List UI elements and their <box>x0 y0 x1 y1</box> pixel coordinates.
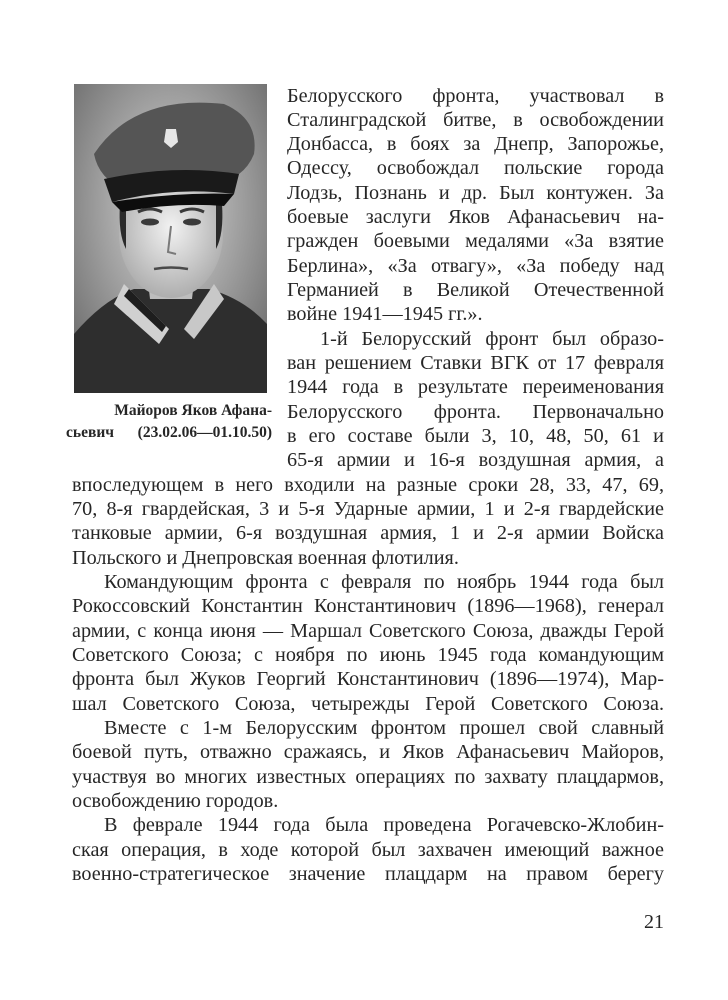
caption-line-2: сьевич (23.02.06—01.10.50) <box>66 424 272 441</box>
text-line: шал Советского Союза, четырежды Герой Советского Союза. <box>72 693 664 715</box>
portrait-image <box>74 84 267 393</box>
text-line: Германией в Великой Отечественной <box>287 279 664 301</box>
photo-caption <box>66 400 272 444</box>
text-line: Лодзь, Познань и др. Был контужен. За <box>287 182 664 204</box>
text-line: ван решением Ставки ВГК от 17 февраля <box>287 352 664 374</box>
text-line: 1-й Белорусский фронт был образо- <box>320 328 664 350</box>
text-line: впоследующем в него входили на разные сроки 28, 33, 47, 69, <box>72 474 664 496</box>
caption-line-1: Майоров Яков Афана- <box>114 402 272 419</box>
text-line: В феврале 1944 года была проведена Рогачевско-Жлобин- <box>104 814 664 836</box>
text-line: Сталинградской битве, в освобождении <box>287 109 664 131</box>
text-line: участвуя во многих известных операциях по захвату плацдармов, <box>72 766 664 788</box>
text-line: военно-стратегическое значение плацдарм на правом берегу <box>72 863 664 885</box>
text-line: боевой путь, отважно сражаясь, и Яков Афанасьевич Майоров, <box>72 741 664 763</box>
text-line: Донбасса, в боях за Днепр, Запорожье, <box>287 133 664 155</box>
page-number: 21 <box>644 911 664 933</box>
text-line: 70, 8-я гвардейская, 3 и 5-я Ударные армии, 1 и 2-я гвардейские <box>72 498 664 520</box>
text-line: 1944 года в результате переименования <box>287 376 664 398</box>
text-line: боевые заслуги Яков Афанасьевич на- <box>287 206 664 228</box>
text-line: танковые армии, 6-я воздушная армия, 1 и 2-я армии Войска <box>72 522 664 544</box>
text-line: ская операция, в ходе которой был захвачен имеющий важное <box>72 839 664 861</box>
text-line: гражден боевыми медалями «За взятие <box>287 230 664 252</box>
text-line: Белорусского фронта. Первоначально <box>287 401 664 423</box>
text-line: Берлина», «За отвагу», «За победу над <box>287 255 664 277</box>
text-line: фронта был Жуков Георгий Константинович (1896—1974), Мар- <box>72 668 664 690</box>
text-line: Белорусского фронта, участвовал в <box>287 85 664 107</box>
text-line: Рокоссовский Константин Константинович (1896—1968), генерал <box>72 595 664 617</box>
text-line: освобождению городов. <box>72 790 279 812</box>
portrait-photo <box>74 84 267 393</box>
text-line: войне 1941—1945 гг.». <box>287 303 483 325</box>
text-line: Польского и Днепровская военная флотилия. <box>72 547 459 569</box>
text-line: 65-я армии и 16-я воздушная армия, а <box>287 449 664 471</box>
text-line: Командующим фронта с февраля по ноябрь 1944 года был <box>104 571 664 593</box>
text-line: Вместе с 1-м Белорусским фронтом прошел свой славный <box>104 717 664 739</box>
text-line: Одессу, освобождал польские города <box>287 157 664 179</box>
text-line: армии, с конца июня — Маршал Советского Союза, дважды Герой <box>72 620 664 642</box>
text-line: в его составе были 3, 10, 48, 50, 61 и <box>287 425 664 447</box>
text-line: Советского Союза; с ноября по июнь 1945 года командующим <box>72 644 664 666</box>
